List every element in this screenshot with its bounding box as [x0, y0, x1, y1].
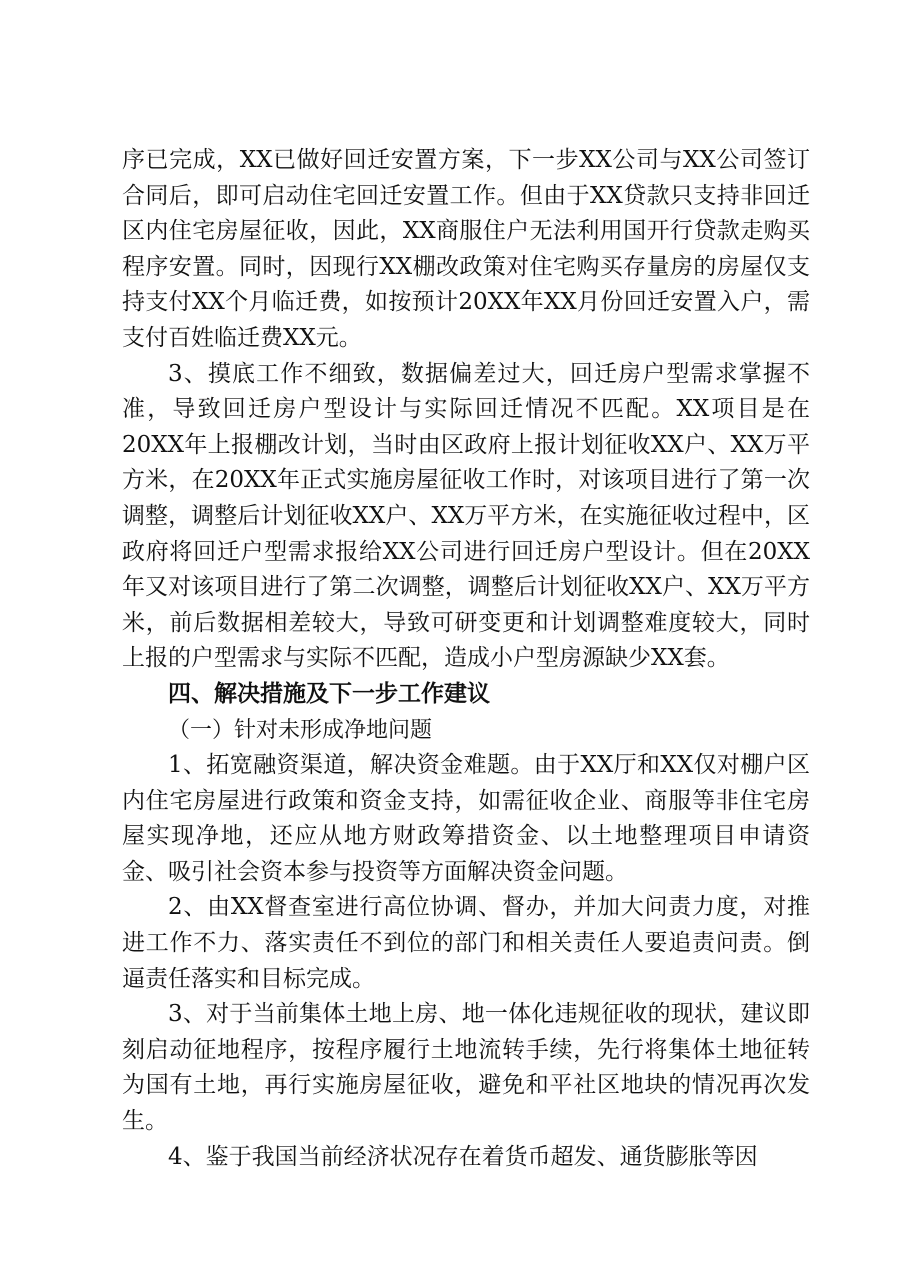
measure-item-3: 3、对于当前集体土地上房、地一体化违规征收的现状，建议即刻启动征地程序，按程序履行土地流转手续，先行将集体土地征转为国有土地，再行实施房屋征收，避免和平社区地块的情况再次发生。: [122, 1001, 810, 1135]
section-heading: 四、解决措施及下一步工作建议: [168, 680, 490, 707]
measure-item-2: 2、由XX督查室进行高位协调、督办，并加大问责力度，对推进工作不力、落实责任不到位的部门和相关责任人要追责问责。倒逼责任落实和目标完成。: [122, 894, 810, 992]
paragraph-continuation: 序已完成，XX已做好回迁安置方案，下一步XX公司与XX公司签订合同后，即可启动住宅回迁安置工作。但由于XX贷款只支持非回迁区内住宅房屋征收，因此，XX商服住户无法利用国开行贷款走购买程序安置。同时，因现行XX棚改政策对住宅购买存量房的房屋仅支持支付XX个月临迁费，如按预计20XX年XX月份回迁安置入户，需支付百姓临迁费XX元。: [122, 147, 810, 351]
paragraph-item-3: 3、摸底工作不细致，数据偏差过大，回迁房户型需求掌握不准，导致回迁房户型设计与实际回迁情况不匹配。XX项目是在20XX年上报棚改计划，当时由区政府上报计划征收XX户、XX万平方米，在20XX年正式实施房屋征收工作时，对该项目进行了第一次调整，调整后计划征收XX户、XX万平方米，在实施征收过程中，区政府将回迁户型需求报给XX公司进行回迁房户型设计。但在20XX年又对该项目进行了第二次调整，调整后计划征收XX户、XX万平方米，前后数据相差较大，导致可研变更和计划调整难度较大，同时上报的户型需求与实际不匹配，造成小户型房源缺少XX套。: [122, 360, 810, 672]
document-body: [122, 143, 810, 1175]
measure-item-1: 1、拓宽融资渠道，解决资金难题。由于XX厅和XX仅对棚户区内住宅房屋进行政策和资金支持，如需征收企业、商服等非住宅房屋实现净地，还应从地方财政筹措资金、以土地整理项目申请资金、吸引社会资本参与投资等方面解决资金问题。: [122, 752, 810, 885]
sub-heading: （一）针对未形成净地问题: [168, 717, 433, 743]
measure-item-4: 4、鉴于我国当前经济状况存在着货币超发、通货膨胀等因: [168, 1143, 758, 1170]
